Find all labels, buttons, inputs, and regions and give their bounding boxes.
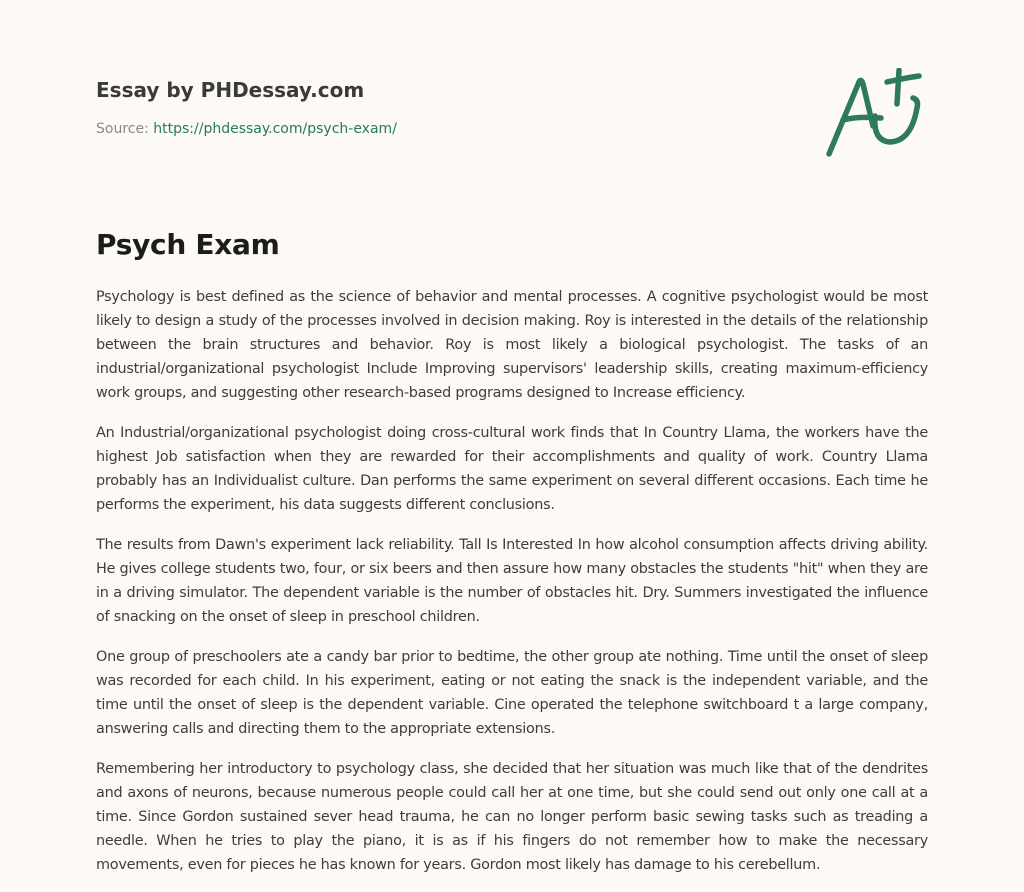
article-paragraph: An Industrial/organizational psychologist doing cross-cultural work finds that In Country Llama, the workers have the highest Job satisfaction when they are rewarded for their accomplishments and quality of work. Country Llama probably has an Individualist culture. Dan performs the same experiment on several different occasions. Each time he performs the experiment, his data suggests different conclusions.: [96, 425, 928, 513]
article-body: [96, 285, 928, 892]
article-paragraph: The results from Dawn's experiment lack reliability. Tall Is Interested In how alcohol consumption affects driving ability. He gives college students two, four, or six beers and then assure how many obstacles the students "hit" when they are in a driving simulator. The dependent variable is the number of obstacles hit. Dry. Summers investigated the influence of snacking on the onset of sleep in preschool children.: [96, 537, 928, 625]
article-paragraph: Psychology is best defined as the science of behavior and mental processes. A cognitive psychologist would be most likely to design a study of the processes involved in decision making. Roy is interested in the details of the relationship between the brain structures and behavior. Roy is most likely a biological psychologist. The tasks of an industrial/organizational psychologist Include Improving supervisors' leadership skills, creating maximum-efficiency work groups, and suggesting other research-based programs designed to Increase efficiency.: [96, 289, 928, 401]
article-paragraph: Remembering her introductory to psychology class, she decided that her situation was much like that of the dendrites and axons of neurons, because numerous people could call her at one time, but she could send out only one call at a time. Since Gordon sustained sever head trauma, he can no longer perform basic sewing tasks such as treading a needle. When he tries to play the piano, it is as if his fingers do not remember how to make the necessary movements, even for pieces he has known for years. Gordon most likely has damage to his cerebellum.: [96, 761, 928, 873]
a-plus-grade-icon: [825, 68, 925, 162]
page-title: Psych Exam: [96, 228, 280, 261]
page-header: [96, 76, 928, 186]
source-link[interactable]: https://phdessay.com/psych-exam/: [153, 121, 397, 137]
article-paragraph: One group of preschoolers ate a candy bar prior to bedtime, the other group ate nothing. Time until the onset of sleep was recorded for each child. In his experiment, eating or not eating the snack is the independent variable, and the time until the onset of sleep is the dependent variable. Cine operated the telephone switchboard t a large company, answering calls and directing them to the appropriate extensions.: [96, 649, 928, 737]
source-line: [96, 119, 928, 139]
source-label: Source:: [96, 121, 154, 137]
site-title: Essay by PHDessay.com: [96, 78, 365, 102]
